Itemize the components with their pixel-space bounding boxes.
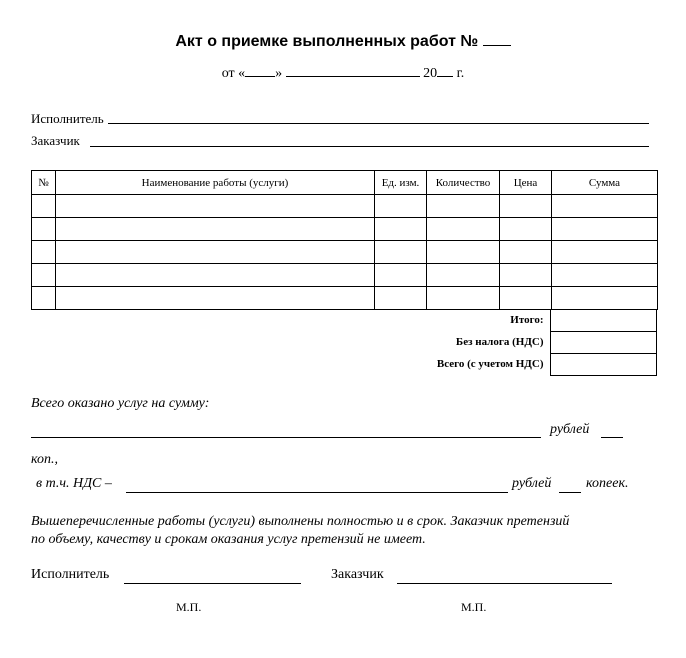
table-cell[interactable]: [500, 264, 552, 287]
table-cell[interactable]: [56, 287, 375, 310]
table-cell[interactable]: [427, 241, 500, 264]
statement-text: [31, 513, 569, 549]
signature-customer-field[interactable]: [397, 569, 612, 584]
date-line: [0, 62, 686, 82]
with-vat-value-cell[interactable]: [550, 353, 656, 375]
table-header-row: [32, 171, 658, 195]
table-cell[interactable]: [427, 218, 500, 241]
table-cell[interactable]: [32, 195, 56, 218]
table-cell[interactable]: [32, 287, 56, 310]
table-cell[interactable]: [375, 195, 427, 218]
table-cell[interactable]: [56, 218, 375, 241]
table-cell[interactable]: [32, 241, 56, 264]
date-prefix: от «: [221, 66, 246, 81]
works-table: [31, 170, 658, 310]
table-row: [32, 241, 658, 264]
kopecks-label: коп.,: [31, 452, 59, 467]
col-header-name: Наименование работы (услуги): [56, 171, 375, 195]
table-cell[interactable]: [56, 264, 375, 287]
table-cell[interactable]: [552, 241, 658, 264]
table-row: [32, 287, 658, 310]
date-month-field[interactable]: [286, 62, 420, 77]
table-cell[interactable]: [375, 264, 427, 287]
executor-label: Исполнитель: [31, 111, 104, 126]
totals-table: [31, 309, 657, 376]
table-cell[interactable]: [427, 264, 500, 287]
stamp-right: М.П.: [461, 600, 487, 614]
table-cell[interactable]: [500, 241, 552, 264]
col-header-price: Цена: [500, 171, 552, 195]
act-number-field[interactable]: [483, 31, 511, 46]
vat-rubles-value-field[interactable]: [559, 479, 581, 493]
table-cell[interactable]: [500, 287, 552, 310]
vat-words-field[interactable]: [126, 479, 508, 493]
rubles-label: рублей: [550, 422, 590, 437]
table-cell[interactable]: [32, 264, 56, 287]
date-suffix: г.: [456, 66, 465, 81]
col-header-number: №: [32, 171, 56, 195]
total-value-cell[interactable]: [550, 309, 656, 331]
executor-field[interactable]: [108, 110, 649, 124]
with-vat-label: Всего (с учетом НДС): [436, 358, 544, 370]
title-text: Акт о приемке выполненных работ №: [175, 33, 479, 50]
date-year-field[interactable]: [437, 62, 453, 77]
customer-label: Заказчик: [31, 133, 80, 148]
table-row: [32, 218, 658, 241]
table-row: [32, 195, 658, 218]
signature-customer-label: Заказчик: [331, 567, 384, 582]
col-header-quantity: Количество: [427, 171, 500, 195]
table-cell[interactable]: [552, 264, 658, 287]
statement-line-2: по объему, качеству и срокам оказания услуг претензий не имеет.: [31, 532, 426, 547]
no-tax-label: Без налога (НДС): [455, 336, 544, 348]
document-title: [0, 31, 686, 51]
amount-intro: Всего оказано услуг на сумму:: [31, 396, 210, 411]
table-cell[interactable]: [552, 195, 658, 218]
table-cell[interactable]: [375, 287, 427, 310]
col-header-unit: Ед. изм.: [375, 171, 427, 195]
vat-rubles-label: рублей: [512, 476, 552, 491]
customer-field[interactable]: [90, 133, 649, 147]
table-cell[interactable]: [427, 195, 500, 218]
table-cell[interactable]: [427, 287, 500, 310]
table-cell[interactable]: [552, 218, 658, 241]
signature-executor-field[interactable]: [124, 569, 301, 584]
stamp-left: М.П.: [176, 600, 202, 614]
vat-kopecks-label: копеек.: [586, 476, 629, 491]
table-cell[interactable]: [56, 241, 375, 264]
signature-executor-label: Исполнитель: [31, 567, 110, 582]
col-header-sum: Сумма: [552, 171, 658, 195]
table-cell[interactable]: [32, 218, 56, 241]
table-cell[interactable]: [552, 287, 658, 310]
date-day-field[interactable]: [245, 62, 275, 77]
table-cell[interactable]: [500, 218, 552, 241]
vat-prefix: в т.ч. НДС –: [36, 476, 112, 491]
table-cell[interactable]: [500, 195, 552, 218]
table-cell[interactable]: [375, 218, 427, 241]
no-tax-value-cell[interactable]: [550, 331, 656, 353]
table-cell[interactable]: [56, 195, 375, 218]
table-row: [32, 264, 658, 287]
statement-line-1: Вышеперечисленные работы (услуги) выполнены полностью и в срок. Заказчик претензий: [31, 514, 570, 529]
rubles-value-field[interactable]: [601, 424, 623, 438]
amount-words-field[interactable]: [31, 424, 541, 438]
date-mid: »: [275, 66, 283, 81]
date-year-prefix: 20: [423, 66, 438, 81]
total-label: Итого:: [510, 314, 544, 326]
table-cell[interactable]: [375, 241, 427, 264]
